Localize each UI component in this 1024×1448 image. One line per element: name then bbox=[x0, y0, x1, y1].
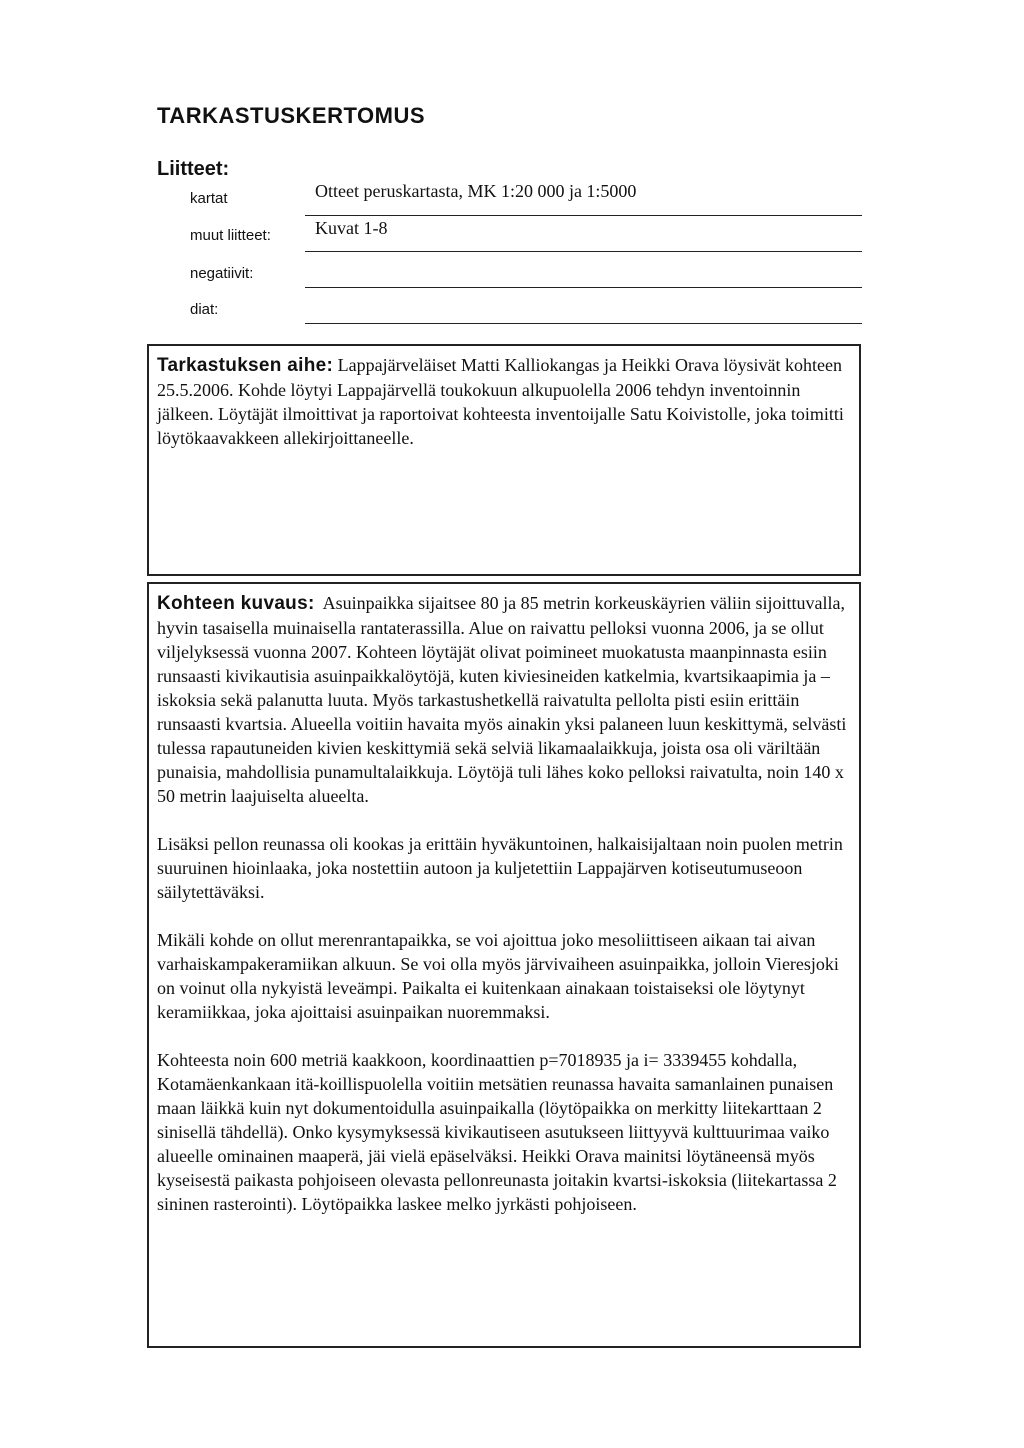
inspection-box bbox=[147, 344, 861, 576]
attachment-line-other bbox=[305, 251, 862, 252]
inspection-paragraph bbox=[157, 353, 851, 450]
attachment-label-negatives: negatiivit: bbox=[190, 265, 254, 282]
inspection-text: Lappajärveläiset Matti Kalliokangas ja Heikki Orava löysivät kohteen 25.5.2006. Kohde löytyi Lappajärvellä toukokuun alkupuolella 2006 tehdyn inventoinnin jälkeen. Löytäjät ilmoittivat ja raportoivat kohteesta inventoijalle Satu Koivistolle, joka toimitti löytökaavakkeen allekirjoittaneelle. bbox=[157, 355, 844, 448]
attachment-label-maps: kartat bbox=[190, 190, 228, 207]
description-paragraph: Kohteesta noin 600 metriä kaakkoon, koordinaattien p=7018935 ja i= 3339455 kohdalla, Kotamäenkankaan itä-koillispuolella voitiin metsätien reunassa havaita samanlainen punaisen maan läikkä kuin nyt dokumentoidulla asuinpaikalla (löytöpaikka on merkitty liitekarttaan 2 sinisellä tähdellä). Onko kysymyksessä kivikautiseen asutukseen liittyyvä kulttuurimaa vaiko alueelle ominainen maaperä, jäi vielä epäselväksi. Heikki Orava mainitsi löytäneensä myös kyseisestä paikasta pohjoiseen olevasta pellonreunasta joitakin kvartsi-iskoksia (liitekartassa 2 sininen rasterointi). Löytöpaikka laskee melko jyrkästi pohjoiseen. bbox=[157, 1050, 837, 1214]
description-paragraph: Lisäksi pellon reunassa oli kookas ja erittäin hyväkuntoinen, halkaisijaltaan noin puolen metrin suuruinen hioinlaaka, joka nostettiin autoon ja kuljetettiin Lappajärven kotiseutumuseoon säilytettäväksi. bbox=[157, 834, 843, 902]
description-paragraph: Mikäli kohde on ollut merenrantapaikka, se voi ajoittua joko mesoliittiseen aikaan tai aivan varhaiskampakeramiikan alkuun. Se voi olla myös järvivaiheen asuinpaikka, jolloin Vieresjoki on voinut olla nykyistä leveämpi. Paikalta ei kuitenkaan ainakaan toistaiseksi ole löytynyt keramiikkaa, joka ajoittaisi asuinpaikan nuoremmaksi. bbox=[157, 930, 839, 1022]
description-label: Kohteen kuvaus: bbox=[157, 593, 315, 614]
attachment-label-other: muut liitteet: bbox=[190, 227, 271, 244]
inspection-label: Tarkastuksen aihe: bbox=[157, 355, 334, 376]
document-title: TARKASTUSKERTOMUS bbox=[157, 103, 426, 128]
attachment-line-negatives bbox=[305, 287, 862, 288]
attachment-label-slides: diat: bbox=[190, 301, 219, 318]
attachment-value-maps: Otteet peruskartasta, MK 1:20 000 ja 1:5000 bbox=[315, 181, 637, 201]
attachment-value-other: Kuvat 1-8 bbox=[315, 218, 388, 238]
description-text: Asuinpaikka sijaitsee 80 ja 85 metrin korkeuskäyrien väliin sijoittuvalla, hyvin tasaisella muinaisella rantaterassilla. Alue on raivattu pelloksi vuonna 2006, ja se ollut viljelyksessä vuonna 2007. Kohteen löytäjät olivat poimineet muokatusta maanpinnasta esiin runsaasti kivikautisia asuinpaikkalöytöjä, kuten kiviesineiden katkelmia, kvartsikaapimia ja –iskoksia sekä palanutta luuta. Myös tarkastushetkellä raivatulta pellolta pisti esiin erittäin runsaasti kvartsia. Alueella voitiin havaita myös ainakin yksi palaneen luun keskittymä, selvästi tulessa rapautuneiden kivien keskittymiä sekä selviä likamaalaikkuja, joista osa oli väriltään punaisia, mahdollisia punamultalaikkuja. Löytöjä tuli lähes koko pelloksi raivatulta, noin 140 x 50 metrin laajuiselta alueelta. bbox=[157, 593, 847, 806]
attachments-heading: Liitteet: bbox=[157, 158, 230, 180]
attachment-line-maps bbox=[305, 215, 862, 216]
description-paragraph bbox=[157, 591, 851, 808]
description-box bbox=[147, 582, 861, 1348]
attachment-line-slides bbox=[305, 323, 862, 324]
